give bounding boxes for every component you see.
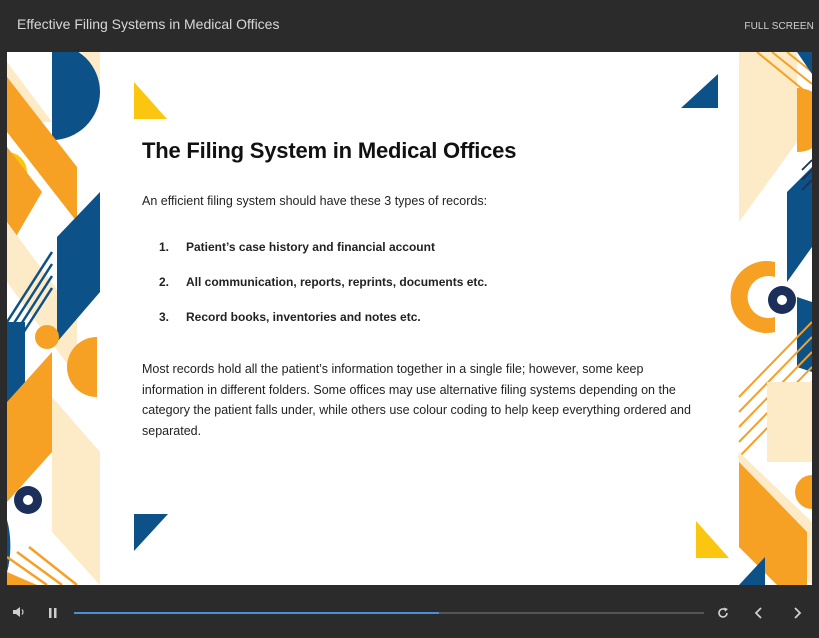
list-item-text: Patient’s case history and financial account <box>186 240 435 254</box>
pause-icon[interactable] <box>47 606 59 620</box>
replay-icon[interactable] <box>716 606 730 620</box>
navy-triangle-top-right <box>681 74 718 108</box>
list-item-number: 2. <box>159 275 170 289</box>
course-title: Effective Filing Systems in Medical Offices <box>17 16 280 32</box>
slide-body-paragraph: Most records hold all the patient’s information together in a single file; however, some keep information in different folders. Some offices may use alternative filing systems depending on the category the patient falls under, while others use colour coding to help keep everything ordered and separated. <box>142 362 691 438</box>
list-item-text: Record books, inventories and notes etc. <box>186 310 421 324</box>
slide-title: The Filing System in Medical Offices <box>142 138 517 163</box>
list-item-number: 3. <box>159 310 170 324</box>
player-control-bar <box>0 585 819 638</box>
list-item-number: 1. <box>159 240 170 254</box>
speaker-icon[interactable] <box>12 605 26 619</box>
chevron-left-icon[interactable] <box>752 606 766 620</box>
fullscreen-button[interactable]: FULL SCREEN <box>744 21 814 32</box>
right-decoration <box>731 52 812 585</box>
yellow-triangle-bottom-right <box>696 521 729 558</box>
yellow-triangle-top-left <box>134 82 167 119</box>
slide-intro: An efficient filing system should have these 3 types of records: <box>142 194 488 208</box>
progress-bar[interactable] <box>74 612 704 614</box>
left-decoration <box>7 52 100 585</box>
chevron-right-icon[interactable] <box>790 606 804 620</box>
slide-canvas <box>7 52 812 585</box>
navy-triangle-bottom-left <box>134 514 168 551</box>
progress-bar-fill <box>74 612 439 614</box>
player-top-bar <box>0 0 819 52</box>
list-item-text: All communication, reports, reprints, documents etc. <box>186 275 488 289</box>
